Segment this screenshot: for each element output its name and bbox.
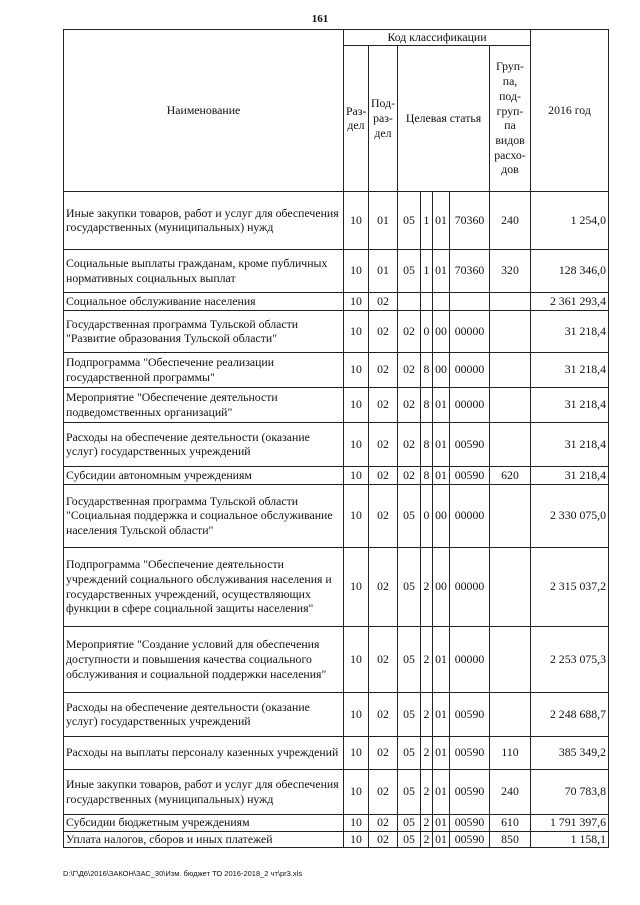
table-row	[64, 387, 609, 422]
row-target-direction: 00590	[450, 422, 490, 466]
row-expense-group	[490, 387, 531, 422]
row-name: Субсидии бюджетным учреждениям	[64, 814, 344, 831]
row-target-direction: 00590	[450, 769, 490, 814]
row-target-direction: 00000	[450, 387, 490, 422]
row-expense-group: 610	[490, 814, 531, 831]
row-target-activity: 01	[433, 692, 450, 736]
row-target-subprogram: 8	[421, 422, 433, 466]
row-target-subprogram: 0	[421, 484, 433, 547]
table-row	[64, 626, 609, 692]
header-podrazdel: Под-раз-дел	[369, 45, 398, 191]
table-row	[64, 191, 609, 249]
table-row	[64, 249, 609, 292]
table-row	[64, 769, 609, 814]
table-row	[64, 484, 609, 547]
row-expense-group	[490, 484, 531, 547]
row-target-subprogram: 0	[421, 310, 433, 352]
row-amount: 31 218,4	[531, 352, 609, 387]
row-amount: 385 349,2	[531, 736, 609, 769]
row-target-subprogram: 2	[421, 547, 433, 626]
row-target-activity: 01	[433, 249, 450, 292]
row-name: Социальное обслуживание населения	[64, 292, 344, 310]
row-name: Расходы на обеспечение деятельности (оказание услуг) государственных учреждений	[64, 692, 344, 736]
table-row	[64, 466, 609, 484]
row-expense-group	[490, 547, 531, 626]
table-row	[64, 831, 609, 847]
row-target-subprogram: 2	[421, 626, 433, 692]
header-code-group: Код классификации	[344, 30, 531, 46]
row-target-direction: 00000	[450, 626, 490, 692]
row-target-subprogram: 2	[421, 831, 433, 847]
row-amount: 2 361 293,4	[531, 292, 609, 310]
row-target-activity: 01	[433, 466, 450, 484]
row-target-program: 05	[398, 547, 421, 626]
row-razdel: 10	[344, 249, 369, 292]
file-path-footer: D:\Г\Д6\2016\ЗАКОН\ЗАС_30\Изм. бюджет ТО 2016-2018_2 чт\pr3.xls	[63, 869, 303, 878]
row-name: Подпрограмма "Обеспечение деятельности учреждений социального обслуживания населения и государственных учреждений, осуществляющих функции в сфере социальной защиты населения"	[64, 547, 344, 626]
row-podrazdel: 02	[369, 769, 398, 814]
row-amount: 70 783,8	[531, 769, 609, 814]
row-podrazdel: 02	[369, 310, 398, 352]
row-podrazdel: 02	[369, 736, 398, 769]
header-razdel: Раз-дел	[344, 45, 369, 191]
row-razdel: 10	[344, 387, 369, 422]
row-target-program: 05	[398, 249, 421, 292]
row-expense-group	[490, 310, 531, 352]
row-expense-group: 110	[490, 736, 531, 769]
row-target-subprogram: 8	[421, 352, 433, 387]
row-target-subprogram: 8	[421, 466, 433, 484]
row-target-activity: 01	[433, 626, 450, 692]
row-target-subprogram: 2	[421, 814, 433, 831]
row-podrazdel: 01	[369, 191, 398, 249]
row-name: Расходы на выплаты персоналу казенных учреждений	[64, 736, 344, 769]
row-podrazdel: 02	[369, 547, 398, 626]
row-target-activity	[433, 292, 450, 310]
row-target-activity: 01	[433, 422, 450, 466]
table-row	[64, 736, 609, 769]
row-razdel: 10	[344, 310, 369, 352]
row-target-direction	[450, 292, 490, 310]
row-name: Социальные выплаты гражданам, кроме публичных нормативных социальных выплат	[64, 249, 344, 292]
row-name: Уплата налогов, сборов и иных платежей	[64, 831, 344, 847]
row-amount: 31 218,4	[531, 387, 609, 422]
row-name: Субсидии автономным учреждениям	[64, 466, 344, 484]
table-row	[64, 310, 609, 352]
row-target-direction: 00590	[450, 831, 490, 847]
row-razdel: 10	[344, 292, 369, 310]
row-expense-group	[490, 352, 531, 387]
row-target-direction: 00000	[450, 352, 490, 387]
row-target-subprogram: 2	[421, 692, 433, 736]
row-name: Иные закупки товаров, работ и услуг для обеспечения государственных (муниципальных) нужд	[64, 191, 344, 249]
row-expense-group: 240	[490, 191, 531, 249]
row-target-program: 05	[398, 736, 421, 769]
header-name: Наименование	[64, 30, 344, 192]
row-razdel: 10	[344, 626, 369, 692]
row-razdel: 10	[344, 422, 369, 466]
row-target-program: 02	[398, 310, 421, 352]
page-number: 161	[311, 13, 329, 25]
row-target-activity: 01	[433, 387, 450, 422]
row-podrazdel: 02	[369, 422, 398, 466]
row-amount: 128 346,0	[531, 249, 609, 292]
row-podrazdel: 02	[369, 626, 398, 692]
row-expense-group: 240	[490, 769, 531, 814]
row-target-activity: 01	[433, 736, 450, 769]
row-razdel: 10	[344, 352, 369, 387]
row-razdel: 10	[344, 466, 369, 484]
row-target-activity: 01	[433, 191, 450, 249]
row-target-activity: 00	[433, 310, 450, 352]
row-razdel: 10	[344, 547, 369, 626]
row-name: Государственная программа Тульской области "Развитие образования Тульской области"	[64, 310, 344, 352]
row-name: Подпрограмма "Обеспечение реализации государственной программы"	[64, 352, 344, 387]
row-podrazdel: 02	[369, 484, 398, 547]
row-target-program: 05	[398, 769, 421, 814]
header-group: Груп-па, под-груп-па видов расхо-дов	[490, 45, 531, 191]
row-target-program: 02	[398, 422, 421, 466]
row-podrazdel: 02	[369, 831, 398, 847]
row-target-activity: 00	[433, 352, 450, 387]
row-razdel: 10	[344, 769, 369, 814]
row-razdel: 10	[344, 736, 369, 769]
row-podrazdel: 02	[369, 352, 398, 387]
table-row	[64, 814, 609, 831]
row-target-program	[398, 292, 421, 310]
row-name: Иные закупки товаров, работ и услуг для обеспечения государственных (муниципальных) нужд	[64, 769, 344, 814]
row-target-subprogram: 1	[421, 191, 433, 249]
row-target-direction: 00590	[450, 466, 490, 484]
table-row	[64, 352, 609, 387]
row-amount: 2 253 075,3	[531, 626, 609, 692]
row-podrazdel: 02	[369, 814, 398, 831]
row-target-program: 05	[398, 831, 421, 847]
row-expense-group	[490, 292, 531, 310]
row-target-program: 02	[398, 387, 421, 422]
table-row	[64, 547, 609, 626]
row-target-subprogram: 8	[421, 387, 433, 422]
row-expense-group: 850	[490, 831, 531, 847]
row-expense-group: 620	[490, 466, 531, 484]
row-amount: 1 791 397,6	[531, 814, 609, 831]
row-razdel: 10	[344, 484, 369, 547]
row-razdel: 10	[344, 831, 369, 847]
row-target-direction: 70360	[450, 191, 490, 249]
row-amount: 1 254,0	[531, 191, 609, 249]
row-razdel: 10	[344, 191, 369, 249]
row-amount: 2 315 037,2	[531, 547, 609, 626]
row-podrazdel: 02	[369, 466, 398, 484]
row-target-direction: 00000	[450, 484, 490, 547]
row-target-program: 05	[398, 626, 421, 692]
row-expense-group: 320	[490, 249, 531, 292]
row-target-program: 02	[398, 466, 421, 484]
row-target-subprogram: 1	[421, 249, 433, 292]
row-target-program: 05	[398, 814, 421, 831]
row-podrazdel: 02	[369, 692, 398, 736]
budget-table	[63, 29, 609, 848]
row-target-activity: 01	[433, 769, 450, 814]
header-year: 2016 год	[531, 30, 609, 192]
row-razdel: 10	[344, 692, 369, 736]
row-target-direction: 00000	[450, 547, 490, 626]
row-expense-group	[490, 692, 531, 736]
row-podrazdel: 02	[369, 387, 398, 422]
row-name: Расходы на обеспечение деятельности (оказание услуг) государственных учреждений	[64, 422, 344, 466]
row-target-program: 02	[398, 352, 421, 387]
row-expense-group	[490, 626, 531, 692]
row-target-activity: 00	[433, 547, 450, 626]
row-target-subprogram	[421, 292, 433, 310]
row-podrazdel: 01	[369, 249, 398, 292]
row-target-subprogram: 2	[421, 736, 433, 769]
row-name: Мероприятие "Создание условий для обеспечения доступности и повышения качества социального обслуживания и социальной поддержки населения"	[64, 626, 344, 692]
row-target-direction: 00000	[450, 310, 490, 352]
row-amount: 2 330 075,0	[531, 484, 609, 547]
table-row	[64, 292, 609, 310]
row-amount: 31 218,4	[531, 466, 609, 484]
row-amount: 31 218,4	[531, 422, 609, 466]
row-name: Государственная программа Тульской области "Социальная поддержка и социальное обслуживание населения Тульской области"	[64, 484, 344, 547]
row-target-direction: 00590	[450, 736, 490, 769]
row-target-program: 05	[398, 692, 421, 736]
row-target-direction: 00590	[450, 814, 490, 831]
row-amount: 31 218,4	[531, 310, 609, 352]
header-target: Целевая статья	[398, 45, 490, 191]
row-expense-group	[490, 422, 531, 466]
table-row	[64, 422, 609, 466]
row-razdel: 10	[344, 814, 369, 831]
row-name: Мероприятие "Обеспечение деятельности подведомственных организаций"	[64, 387, 344, 422]
row-amount: 1 158,1	[531, 831, 609, 847]
row-target-program: 05	[398, 191, 421, 249]
row-target-program: 05	[398, 484, 421, 547]
row-target-direction: 70360	[450, 249, 490, 292]
row-podrazdel: 02	[369, 292, 398, 310]
row-target-subprogram: 2	[421, 769, 433, 814]
row-amount: 2 248 688,7	[531, 692, 609, 736]
row-target-activity: 00	[433, 484, 450, 547]
table-row	[64, 692, 609, 736]
row-target-direction: 00590	[450, 692, 490, 736]
row-target-activity: 01	[433, 814, 450, 831]
row-target-activity: 01	[433, 831, 450, 847]
